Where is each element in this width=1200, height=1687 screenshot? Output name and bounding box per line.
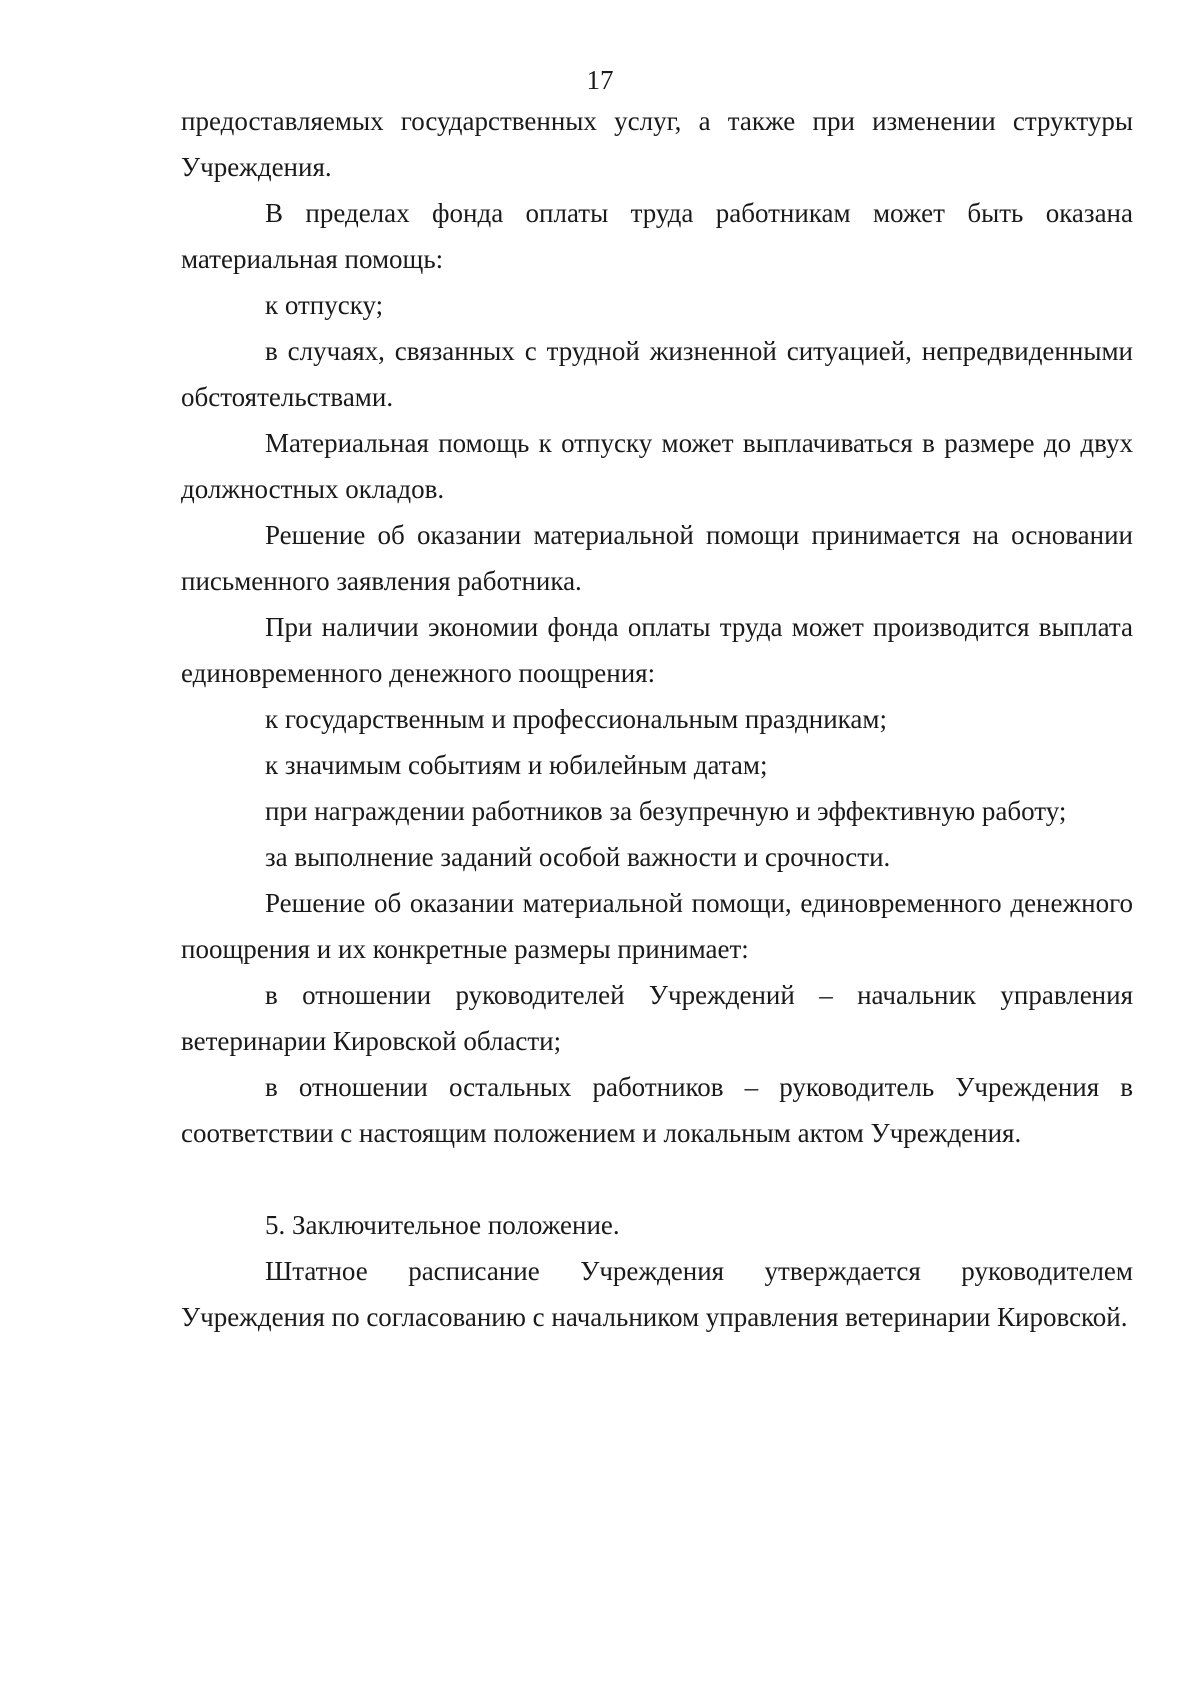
page-number: 17 bbox=[586, 65, 614, 95]
list-item-vacation: к отпуску; bbox=[265, 290, 384, 320]
paragraph-material-aid-intro: В пределах фонда оплаты труда работникам может быть оказана материальная помощь: bbox=[181, 198, 1133, 274]
list-item-holidays: к государственным и профессиональным праздникам; bbox=[265, 704, 887, 734]
section-heading-final-provisions: 5. Заключительное положение. bbox=[265, 1210, 620, 1240]
list-item-hardship: в случаях, связанных с трудной жизненной ситуацией, непредвиденными обстоятельствами. bbox=[181, 336, 1133, 412]
paragraph-aid-decision: Решение об оказании материальной помощи принимается на основании письменного заявления работника. bbox=[181, 520, 1133, 596]
list-item-special-tasks: за выполнение заданий особой важности и срочности. bbox=[265, 842, 891, 872]
list-item-other-employees: в отношении остальных работников – руководитель Учреждения в соответствии с настоящим положением и локальным актом Учреждения. bbox=[181, 1072, 1133, 1148]
list-item-anniversaries: к значимым событиям и юбилейным датам; bbox=[265, 750, 768, 780]
document-body bbox=[181, 98, 1133, 1340]
paragraph-staffing-schedule: Штатное расписание Учреждения утверждается руководителем Учреждения по согласованию с начальником управления ветеринарии Кировской. bbox=[181, 1256, 1133, 1332]
list-item-awards: при награждении работников за безупречную и эффективную работу; bbox=[265, 796, 1067, 826]
list-item-heads-of-institutions: в отношении руководителей Учреждений – начальник управления ветеринарии Кировской области; bbox=[181, 980, 1133, 1056]
paragraph-vacation-aid-amount: Материальная помощь к отпуску может выплачиваться в размере до двух должностных окладов. bbox=[181, 428, 1133, 504]
paragraph-bonus-intro: При наличии экономии фонда оплаты труда может производится выплата единовременного денежного поощрения: bbox=[181, 612, 1133, 688]
section-gap bbox=[181, 1156, 1133, 1202]
paragraph-continuation: предоставляемых государственных услуг, а также при изменении структуры Учреждения. bbox=[181, 106, 1133, 182]
paragraph-decision-authority: Решение об оказании материальной помощи, единовременного денежного поощрения и их конкретные размеры принимает: bbox=[181, 888, 1133, 964]
